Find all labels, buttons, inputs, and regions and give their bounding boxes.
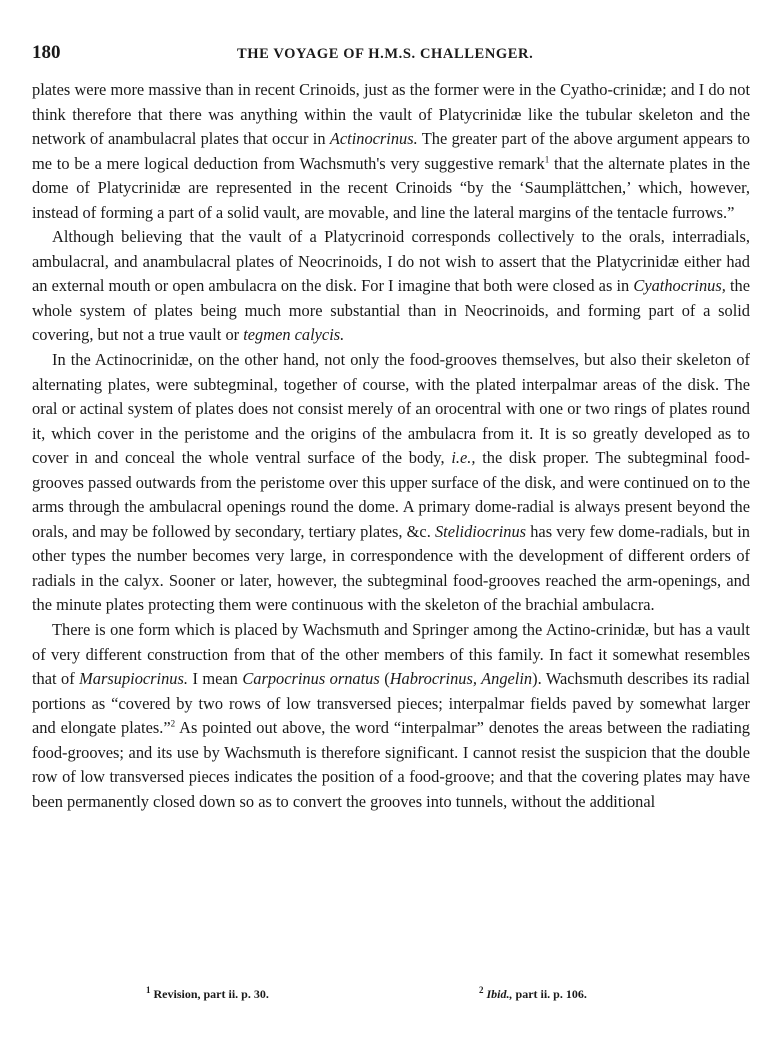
paragraph-1: plates were more massive than in recent Crinoids, just as the former were in the Cyatho-crinidæ; and I do not think therefore that there was anything within the vault of Platycrinidæ like the tubular skeleton and the network of anambulacral plates that occur in Actinocrinus. The greater part of the above argument appears to me to be a mere logical deduction from Wachsmuth's very suggestive remark$^1$ that the alternate plates in the dome of Platycrinidæ are represented in the recent Crinoids “by the ‘Saumplättchen,’ which, however, instead of forming a part of a solid vault, are movable, and line the lateral margins of the tentacle furrows.” — [32, 80, 751, 222]
latin-term: tegmen calycis. — [243, 325, 345, 345]
taxon-name: Habrocrinus, Angelin — [389, 669, 533, 689]
footnotes — [32, 987, 750, 1007]
footnote-ref-1: 1 — [544, 154, 550, 165]
paragraph-3: In the Actinocrinidæ, on the other hand, not only the food-grooves themselves, but also their skeleton of alternating plates, were subtegminal, together of course, with the plated interpalmar areas of the disk. The oral or actinal system of plates does not consist merely of an orocentral with one or two rings of plates round it, which cover in the peristome and the origins of the ambulacra from it. It is so greatly developed as to cover in and conceal the whole ventral surface of the body, i.e., the disk proper. The subtegminal food-grooves passed outwards from the peristome over this upper surface of the disk, and were continued on to the arms through the ambulacral openings round the dome. A primary dome-radial is always present beyond the orals, and may be followed by secondary, tertiary plates, &c. Stelidiocrinus has very few dome-radials, but in other types the number becomes very large, in correspondence with the development of different orders of radials in the calyx. Sooner or later, however, the subtegminal food-grooves reached the arm-openings, and the minute plates protecting them were continuous with the skeleton of the brachial ambulacra. — [32, 350, 751, 615]
taxon-name: Cyathocrinus, — [633, 276, 726, 296]
body-text — [32, 78, 750, 814]
taxon-name: Marsupiocrinus. — [79, 669, 188, 689]
paragraph-2: Although believing that the vault of a Platycrinoid corresponds collectively to the orals, interradials, ambulacral, and anambulacral plates of Neocrinoids, I do not wish to assert that the Platycrinidæ either had an external mouth or open ambulacra on the disk. For I imagine that both were closed as in Cyathocrinus, the whole system of plates being much more substantial than in Neocrinoids, and forming part of a solid covering, but not a true vault or tegmen calycis. — [32, 227, 750, 345]
footnote-1: $^1$ Revision, part ii. p. 30. — [146, 985, 269, 1001]
footnote-ref-2: 2 — [170, 718, 176, 729]
taxon-name: Actinocrinus. — [329, 129, 418, 149]
taxon-name: Carpocrinus ornatus — [242, 669, 380, 689]
footnote-2: $^2$ Ibid., part ii. p. 106. — [479, 985, 587, 1001]
page-header — [32, 40, 750, 68]
taxon-name: Stelidiocrinus — [434, 521, 527, 541]
page-number: 180 — [32, 42, 61, 63]
running-title: THE VOYAGE OF H.M.S. CHALLENGER. — [237, 46, 534, 62]
latin-abbrev: i.e., — [451, 448, 476, 468]
paragraph-4: There is one form which is placed by Wachsmuth and Springer among the Actino-crinidæ, but has a vault of very different construction from that of the other members of this family. In fact it somewhat resembles that of Marsupiocrinus. I mean Carpocrinus ornatus (Habrocrinus, Angelin). Wachsmuth describes its radial portions as “covered by two rows of low transversed pieces; interpalmar fields paved by somewhat larger and elongate plates.”$^2$ As pointed out above, the word “interpalmar” denotes the areas between the radiating food-grooves; and its use by Wachsmuth is therefore significant. I cannot resist the suspicion that the double row of low transversed pieces indicates the position of a food-groove; and that the covering plates may have been permanently closed down so as to convert the grooves into tunnels, without the additional — [32, 620, 750, 811]
